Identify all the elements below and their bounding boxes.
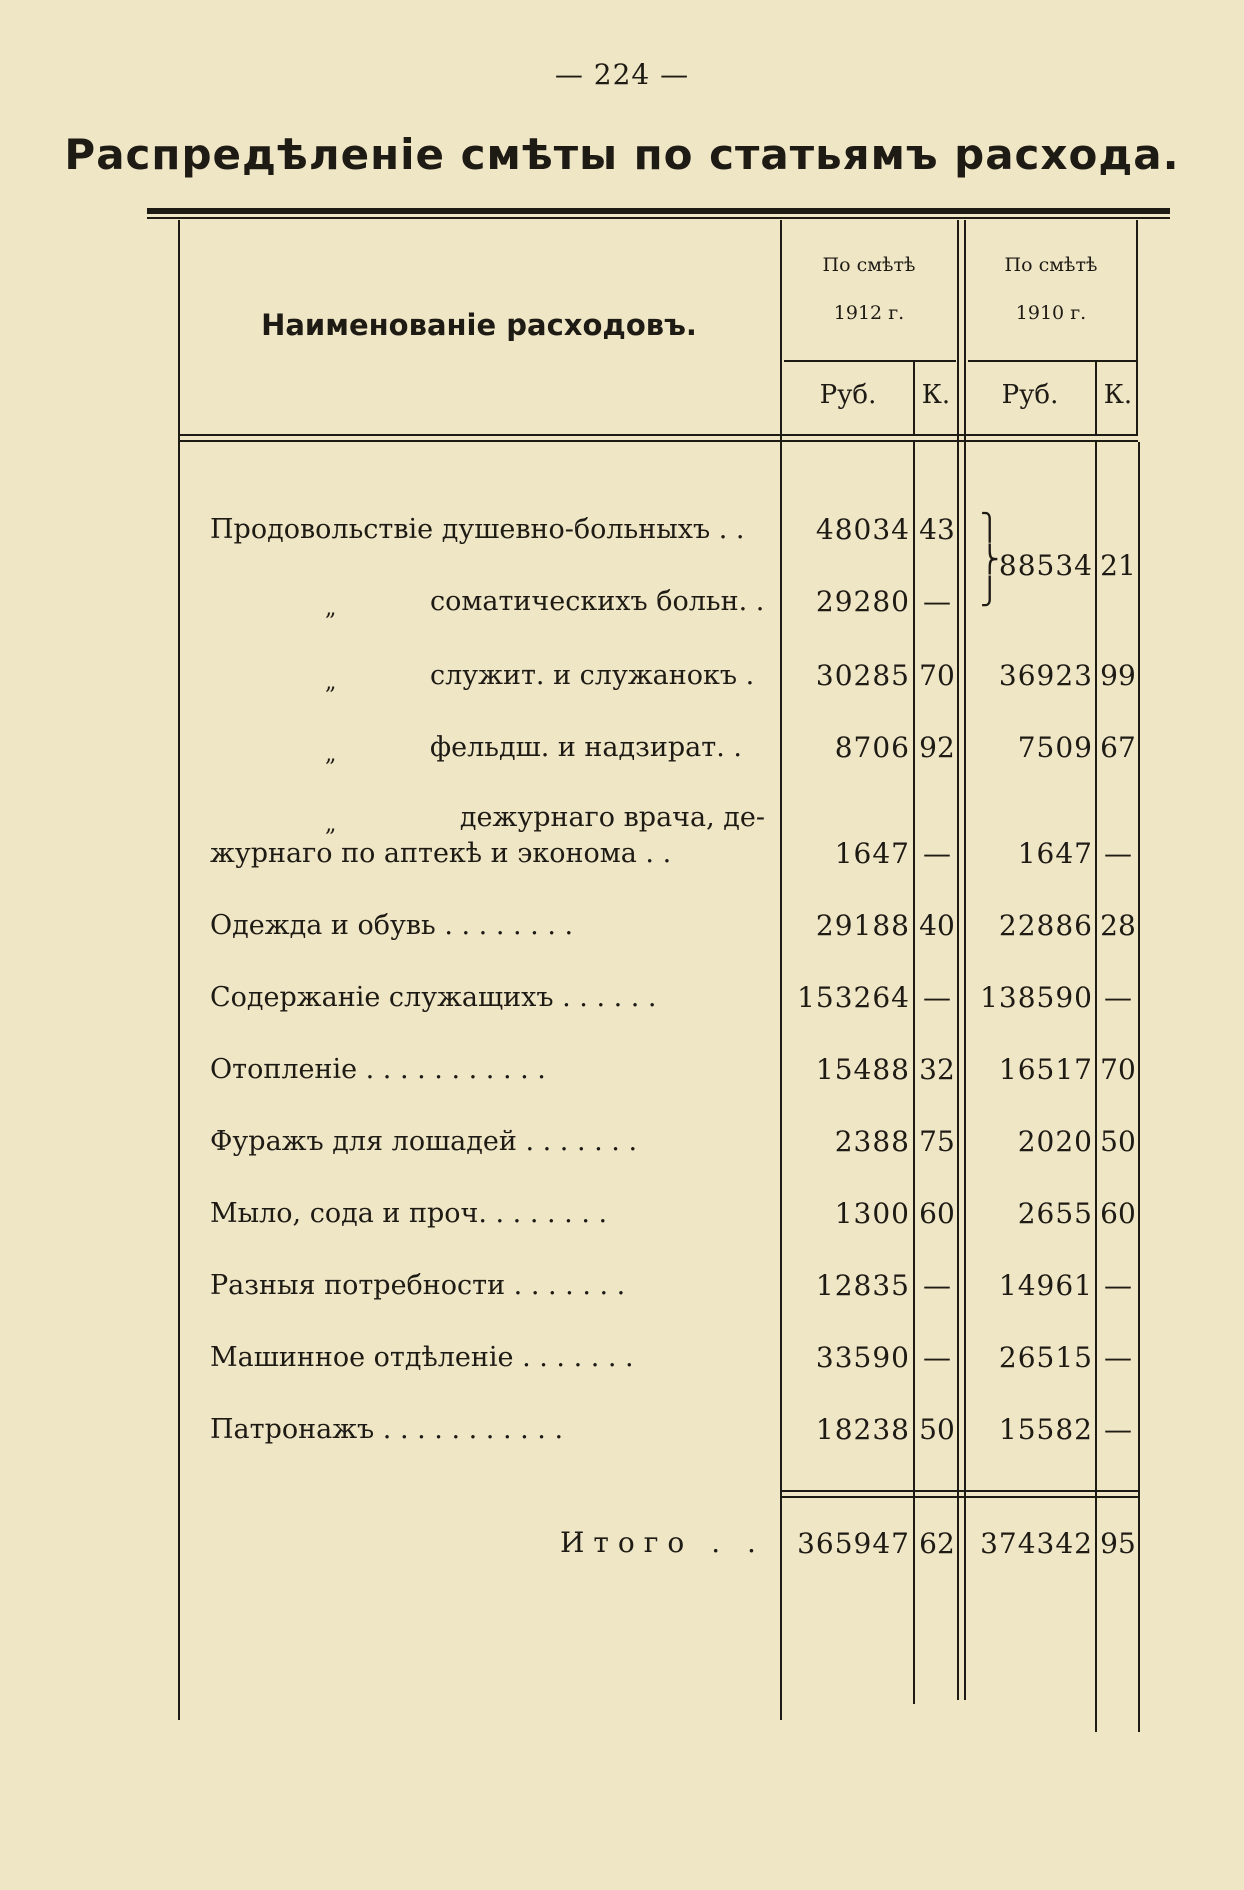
rub-1912: 8706 <box>834 731 910 764</box>
rub-header-1912: Руб. <box>819 380 877 410</box>
rub-1910: 22886 <box>998 909 1093 942</box>
top-rule-thin <box>147 217 1170 219</box>
kop-1912: — <box>923 585 951 618</box>
kop-header-1910: К. <box>1103 380 1133 410</box>
kop-1912: 40 <box>919 909 955 942</box>
column-header-1912-line1: По смѣтѣ <box>822 254 916 276</box>
row-label: соматическихъ больн. . <box>430 586 765 617</box>
row-label: Содержаніе служащихъ . . . . . . <box>210 982 657 1013</box>
kop-1912: 43 <box>919 513 955 546</box>
row-label: Одежда и обувь . . . . . . . . <box>210 910 574 941</box>
rub-1912: 1300 <box>834 1197 910 1230</box>
total-rub-1910: 374342 <box>980 1527 1093 1560</box>
rub-1910: 2020 <box>1017 1125 1093 1158</box>
kop-1910: 60 <box>1100 1197 1136 1230</box>
top-rule-thick <box>147 208 1170 214</box>
kop-1910: 70 <box>1100 1053 1136 1086</box>
row-label: Фуражъ для лошадей . . . . . . . <box>210 1126 638 1157</box>
ditto-mark: „ <box>325 596 337 621</box>
row-label-line1: дежурнаго врача, де- <box>459 802 765 833</box>
rub-1912: 1647 <box>834 837 910 870</box>
row-label: Мыло, сода и проч. . . . . . . . <box>210 1198 608 1229</box>
kop-1912: — <box>923 837 951 870</box>
rub-header-1910: Руб. <box>1001 380 1059 410</box>
total-kop-1910: 95 <box>1100 1527 1136 1560</box>
kop-1912: — <box>923 1341 951 1374</box>
row-label: Патронажъ . . . . . . . . . . . <box>210 1414 564 1445</box>
rub-1912: 15488 <box>815 1053 910 1086</box>
kop-1910: — <box>1104 837 1132 870</box>
rub-1910: 138590 <box>980 981 1093 1014</box>
rub-1912: 153264 <box>797 981 910 1014</box>
ditto-mark: „ <box>325 670 337 695</box>
kop-1910: — <box>1104 1341 1132 1374</box>
kop-1910: 99 <box>1100 659 1136 692</box>
total-kop-1912: 62 <box>919 1527 955 1560</box>
kop-1910: — <box>1104 981 1132 1014</box>
column-header-1910-line2: 1910 г. <box>1015 302 1087 324</box>
ditto-mark: „ <box>325 742 337 767</box>
row-label: Отопленіе . . . . . . . . . . . <box>210 1054 546 1085</box>
kop-1912: 70 <box>919 659 955 692</box>
row-label: Разныя потребности . . . . . . . <box>210 1270 626 1301</box>
kop-1910: 50 <box>1100 1125 1136 1158</box>
kop-1910: — <box>1104 1269 1132 1302</box>
kop-1910: 67 <box>1100 731 1136 764</box>
rub-1910: 36923 <box>998 659 1093 692</box>
rub-1910: 26515 <box>998 1341 1093 1374</box>
rub-1910: 7509 <box>1017 731 1093 764</box>
page-title: Распредѣленіе смѣты по статьямъ расхода. <box>64 130 1180 179</box>
rub-1912: 29280 <box>815 585 910 618</box>
rub-1912: 33590 <box>815 1341 910 1374</box>
kop-1912: 60 <box>919 1197 955 1230</box>
ditto-mark: „ <box>325 812 337 837</box>
kop-1912: — <box>923 981 951 1014</box>
row-label: Машинное отдѣленіе . . . . . . . <box>210 1342 634 1373</box>
column-header-name: Наименованіе расходовъ. <box>261 308 697 342</box>
brace-mark: ⎫ ⎬ ⎭ <box>980 513 1000 607</box>
page-number: — 224 — <box>554 58 690 91</box>
kop-1912: 32 <box>919 1053 955 1086</box>
column-header-1912-line2: 1912 г. <box>833 302 905 324</box>
kop-1912: 92 <box>919 731 955 764</box>
row-label: Продовольствіе душевно-больныхъ . . <box>210 514 745 545</box>
merged-rub-1910: 88534 <box>998 549 1093 582</box>
merged-kop-1910: 21 <box>1100 549 1136 582</box>
kop-header-1912: К. <box>921 380 951 410</box>
rub-1912: 2388 <box>834 1125 910 1158</box>
kop-1912: 50 <box>919 1413 955 1446</box>
rub-1910: 1647 <box>1017 837 1093 870</box>
rub-1912: 29188 <box>815 909 910 942</box>
total-label: Итого . . <box>560 1526 765 1559</box>
rub-1910: 16517 <box>998 1053 1093 1086</box>
rub-1912: 48034 <box>815 513 910 546</box>
rub-1910: 14961 <box>998 1269 1093 1302</box>
column-header-1910-line1: По смѣтѣ <box>1004 254 1098 276</box>
row-label: фельдш. и надзират. . <box>430 732 742 763</box>
rub-1912: 18238 <box>815 1413 910 1446</box>
total-rub-1912: 365947 <box>797 1527 910 1560</box>
kop-1912: 75 <box>919 1125 955 1158</box>
rub-1910: 2655 <box>1017 1197 1093 1230</box>
row-label: служит. и служанокъ . <box>430 660 755 691</box>
kop-1912: — <box>923 1269 951 1302</box>
rub-1910: 15582 <box>998 1413 1093 1446</box>
rub-1912: 12835 <box>815 1269 910 1302</box>
kop-1910: — <box>1104 1413 1132 1446</box>
row-label-line2: журнаго по аптекѣ и эконома . . <box>210 838 672 869</box>
rub-1912: 30285 <box>815 659 910 692</box>
kop-1910: 28 <box>1100 909 1136 942</box>
